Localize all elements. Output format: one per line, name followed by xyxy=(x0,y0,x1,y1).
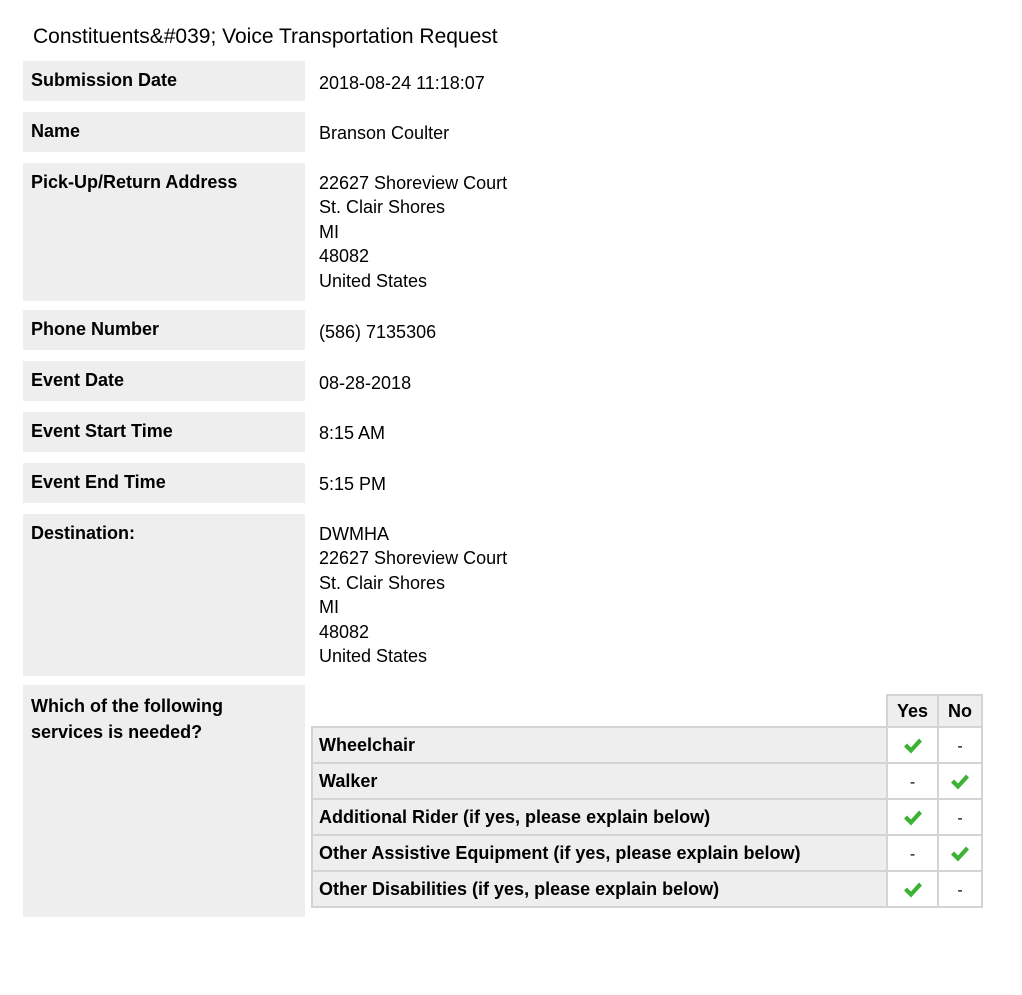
field-label: Submission Date xyxy=(23,61,305,101)
service-row xyxy=(312,799,982,835)
check-icon xyxy=(903,881,923,899)
field-label: Name xyxy=(23,112,305,152)
service-yes-cell xyxy=(887,727,938,763)
dash-mark: - xyxy=(957,737,963,755)
value-line: St. Clair Shores xyxy=(319,572,446,593)
service-no-cell xyxy=(938,799,982,835)
field-label: Event Start Time xyxy=(23,412,305,452)
field-event-date xyxy=(23,361,983,401)
service-no-cell xyxy=(938,727,982,763)
service-name: Walker xyxy=(312,763,887,799)
check-icon xyxy=(903,737,923,755)
value-line: DWMHA xyxy=(319,524,389,544)
service-yes-cell xyxy=(887,871,938,907)
field-event-start-time xyxy=(23,412,983,452)
services-header-row xyxy=(312,695,982,727)
header-yes: Yes xyxy=(887,695,938,727)
service-name: Other Assistive Equipment (if yes, please explain below) xyxy=(312,835,887,871)
value-line: United States xyxy=(319,645,428,666)
value-line: 2018-08-24 11:18:07 xyxy=(319,73,485,93)
value-line: (586) 7135306 xyxy=(319,322,437,342)
header-spacer xyxy=(312,695,887,727)
field-destination xyxy=(23,514,983,676)
value-line: MI xyxy=(319,221,339,242)
dash-mark: - xyxy=(909,845,916,863)
value-line: 22627 Shoreview Court xyxy=(319,173,508,193)
service-name: Additional Rider (if yes, please explain below) xyxy=(312,799,887,835)
field-label: Destination: xyxy=(23,514,305,676)
value-line: MI xyxy=(319,597,339,618)
field-submission-date xyxy=(23,61,983,101)
field-value xyxy=(319,121,449,145)
field-pickup-address xyxy=(23,163,983,301)
value-line: 08-28-2018 xyxy=(319,373,412,393)
service-row xyxy=(312,835,982,871)
header-no: No xyxy=(938,695,982,727)
field-label: Event Date xyxy=(23,361,305,401)
field-value xyxy=(319,371,411,395)
dash-mark: - xyxy=(909,773,916,791)
value-line: 5:15 PM xyxy=(319,474,387,494)
service-yes-cell xyxy=(887,835,938,871)
service-no-cell xyxy=(938,835,982,871)
check-icon xyxy=(903,809,923,827)
value-line: 48082 xyxy=(319,246,370,267)
service-yes-cell xyxy=(887,763,938,799)
value-line: United States xyxy=(319,270,428,291)
services-table xyxy=(311,694,983,908)
field-phone-number xyxy=(23,310,983,350)
page-title: Constituents&#039; Voice Transportation Request xyxy=(33,25,498,48)
field-label: Phone Number xyxy=(23,310,305,350)
field-label: Event End Time xyxy=(23,463,305,503)
service-row xyxy=(312,763,982,799)
value-line: St. Clair Shores xyxy=(319,197,446,218)
field-label: Pick-Up/Return Address xyxy=(23,163,305,301)
value-line: Branson Coulter xyxy=(319,123,450,143)
field-event-end-time xyxy=(23,463,983,503)
value-line: 22627 Shoreview Court xyxy=(319,548,508,569)
service-row xyxy=(312,871,982,907)
service-name: Other Disabilities (if yes, please explain below) xyxy=(312,871,887,907)
field-value xyxy=(319,472,386,496)
field-value xyxy=(319,421,385,445)
value-line: 48082 xyxy=(319,621,370,642)
field-value xyxy=(319,522,507,668)
field-value xyxy=(319,171,507,293)
value-line: 8:15 AM xyxy=(319,423,386,443)
field-value xyxy=(319,71,485,95)
field-value xyxy=(319,320,436,344)
field-name xyxy=(23,112,983,152)
dash-mark: - xyxy=(957,881,963,899)
service-no-cell xyxy=(938,871,982,907)
field-label: Which of the following services is needed? xyxy=(23,685,305,917)
check-icon xyxy=(950,845,970,863)
service-yes-cell xyxy=(887,799,938,835)
dash-mark: - xyxy=(957,809,963,827)
service-no-cell xyxy=(938,763,982,799)
check-icon xyxy=(950,773,970,791)
service-row xyxy=(312,727,982,763)
service-name: Wheelchair xyxy=(312,727,887,763)
